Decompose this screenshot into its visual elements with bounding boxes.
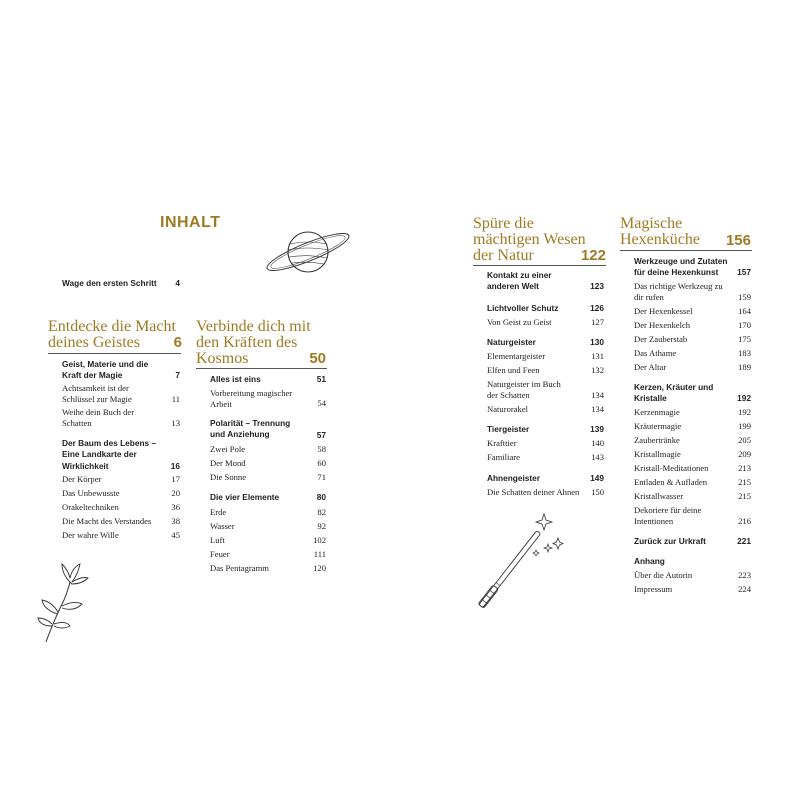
toc-page: 223 <box>738 570 751 580</box>
toc-line: Schatten <box>62 418 92 429</box>
toc-line: dir rufen <box>634 292 664 303</box>
magic-wand-icon <box>456 510 568 620</box>
toc-line: Kristalle <box>634 393 667 404</box>
chapter-title-line: Spüre die <box>473 215 534 232</box>
chapter-title-line: der Natur <box>473 247 534 264</box>
toc-line: Naturgeister im Buch <box>487 379 561 389</box>
toc-item: Kristallwasser <box>634 491 684 501</box>
toc-page: 126 <box>590 303 604 313</box>
toc-item: Die Sonne <box>210 472 247 482</box>
toc-page: 60 <box>317 458 326 468</box>
toc-item: Das Athame <box>634 348 677 358</box>
chapter-divider <box>620 250 752 251</box>
toc-page: 164 <box>738 306 751 316</box>
toc-page: 215 <box>738 491 751 501</box>
toc-item: Zwei Pole <box>210 444 246 454</box>
toc-line: und Anziehung <box>210 429 270 440</box>
toc-line: anderen Welt <box>487 281 539 292</box>
toc-page: 140 <box>591 438 604 448</box>
toc-item: Der Mond <box>210 458 246 468</box>
toc-page: 45 <box>171 530 180 540</box>
toc-page: 221 <box>737 536 751 546</box>
toc-item: Der wahre Wille <box>62 530 119 540</box>
chapter-title-line: deines Geistes <box>48 334 140 351</box>
sparkle-icon <box>553 538 563 549</box>
toc-item <box>210 388 310 411</box>
toc-page: 58 <box>317 444 326 454</box>
chapter-page: 156 <box>725 232 751 249</box>
chapter-title <box>620 216 720 248</box>
toc-page: 120 <box>313 563 326 573</box>
toc-page: 20 <box>171 488 180 498</box>
toc-page: 132 <box>591 365 604 375</box>
chapter-divider <box>196 368 327 369</box>
toc-line: Dekoriere für deine <box>634 505 702 515</box>
toc-page: 143 <box>591 452 604 462</box>
toc-item: Kerzenmagie <box>634 407 680 417</box>
toc-page: 11 <box>171 394 180 404</box>
toc-section: Ahnengeister <box>487 473 541 483</box>
toc-line: Eine Landkarte der <box>62 449 137 460</box>
toc-title: INHALT <box>160 214 221 231</box>
toc-page: 149 <box>590 473 604 483</box>
toc-line: Der Baum des Lebens – <box>62 438 157 448</box>
toc-item: Krafttier <box>487 438 517 448</box>
toc-section: Alles ist eins <box>210 374 261 384</box>
toc-item: Impressum <box>634 584 673 594</box>
toc-item: Elementargeister <box>487 351 546 361</box>
chapter-divider <box>473 265 606 266</box>
toc-page: 134 <box>591 404 604 414</box>
chapter-divider <box>48 353 181 354</box>
toc-section: Tiergeister <box>487 424 530 434</box>
toc-line: Kontakt zu einer <box>487 270 552 280</box>
toc-item <box>487 379 587 402</box>
toc-section: Die vier Elemente <box>210 492 280 502</box>
toc-item <box>634 281 734 304</box>
toc-page: 224 <box>738 584 751 594</box>
toc-page: 102 <box>313 535 326 545</box>
toc-page: 111 <box>313 549 326 559</box>
toc-line: Weihe dein Buch der <box>62 407 135 417</box>
toc-page: 215 <box>738 477 751 487</box>
toc-page: 7 <box>175 370 180 380</box>
toc-item: Kräutermagie <box>634 421 682 431</box>
toc-item: Die Macht des Verstandes <box>62 516 152 526</box>
chapter-title-line: Magische <box>620 215 683 232</box>
toc-intro-label: Wage den ersten Schritt <box>62 278 157 288</box>
toc-page: 17 <box>171 474 180 484</box>
sparkle-icon <box>544 544 552 552</box>
toc-section <box>487 270 587 293</box>
toc-item: Entladen & Aufladen <box>634 477 708 487</box>
toc-item: Kristall-Meditationen <box>634 463 709 473</box>
toc-line: Werkzeuge und Zutaten <box>634 256 728 266</box>
toc-item: Luft <box>210 535 225 545</box>
toc-page: 216 <box>738 516 751 526</box>
toc-page: 123 <box>590 281 604 291</box>
toc-page: 192 <box>737 393 751 403</box>
toc-item: Der Hexenkessel <box>634 306 693 316</box>
toc-line: Schlüssel zur Magie <box>62 394 132 405</box>
chapter-title-line: den Kräften des <box>196 334 298 351</box>
toc-line: Polarität – Trennung <box>210 418 291 428</box>
toc-section <box>210 418 310 441</box>
toc-line: Geist, Materie und die <box>62 359 149 369</box>
toc-line: der Schatten <box>487 390 530 401</box>
toc-item: Naturorakel <box>487 404 529 414</box>
toc-page: 16 <box>170 461 180 471</box>
toc-item: Kristallmagie <box>634 449 681 459</box>
chapter-title-line: Hexenküche <box>620 231 700 248</box>
toc-line: Arbeit <box>210 399 232 410</box>
toc-item: Über die Autorin <box>634 570 693 580</box>
toc-page: 131 <box>591 351 604 361</box>
toc-page: 213 <box>738 463 751 473</box>
toc-item: Der Altar <box>634 362 667 372</box>
toc-line: Kraft der Magie <box>62 370 123 381</box>
toc-page: 170 <box>738 320 751 330</box>
toc-page: 51 <box>316 374 326 384</box>
toc-item: Familiare <box>487 452 520 462</box>
chapter-title-line: Verbinde dich mit <box>196 318 311 335</box>
toc-page: 150 <box>591 487 604 497</box>
toc-item: Elfen und Feen <box>487 365 540 375</box>
toc-page: 54 <box>317 398 326 408</box>
chapter-title-line: Kosmos <box>196 350 249 367</box>
chapter-page: 122 <box>580 247 606 264</box>
toc-item: Die Schatten deiner Ahnen <box>487 487 580 497</box>
toc-page: 127 <box>591 317 604 327</box>
toc-line: Intentionen <box>634 516 674 527</box>
toc-section: Anhang <box>634 556 665 566</box>
toc-item: Wasser <box>210 521 235 531</box>
toc-page: 57 <box>316 430 326 440</box>
toc-page: 199 <box>738 421 751 431</box>
toc-line: Achtsamkeit ist der <box>62 383 129 393</box>
toc-page: 209 <box>738 449 751 459</box>
toc-section: Naturgeister <box>487 337 536 347</box>
toc-page: 175 <box>738 334 751 344</box>
toc-line: Wirklichkeit <box>62 460 109 471</box>
toc-item: Erde <box>210 507 227 517</box>
sparkle-icon <box>536 514 552 530</box>
toc-line: für deine Hexenkunst <box>634 267 719 278</box>
toc-page: 82 <box>317 507 326 517</box>
toc-item: Das Pentagramm <box>210 563 269 573</box>
toc-item <box>634 505 734 528</box>
toc-section <box>634 382 734 405</box>
toc-line: Das richtige Werkzeug zu <box>634 281 723 291</box>
toc-page: 183 <box>738 348 751 358</box>
chapter-page: 6 <box>173 334 182 351</box>
toc-page: 71 <box>317 472 326 482</box>
toc-item: Der Hexenkelch <box>634 320 691 330</box>
chapter-page: 50 <box>309 350 326 367</box>
toc-intro-page: 4 <box>175 278 180 288</box>
toc-page: 38 <box>171 516 180 526</box>
toc-page: 157 <box>737 267 751 277</box>
toc-page: 130 <box>590 337 604 347</box>
chapter-title-line: Entdecke die Macht <box>48 318 176 335</box>
saturn-icon <box>262 218 352 282</box>
toc-page: 92 <box>317 521 326 531</box>
toc-page: 189 <box>738 362 751 372</box>
toc-item: Das Unbewusste <box>62 488 120 498</box>
toc-page: 159 <box>738 292 751 302</box>
toc-item: Der Körper <box>62 474 102 484</box>
toc-page: 192 <box>738 407 751 417</box>
sparkle-icon <box>533 550 539 556</box>
chapter-title-line: mächtigen Wesen <box>473 231 586 248</box>
toc-item: Von Geist zu Geist <box>487 317 552 327</box>
toc-page: 139 <box>590 424 604 434</box>
toc-item: Orakeltechniken <box>62 502 119 512</box>
toc-page: 36 <box>171 502 180 512</box>
toc-section: Zurück zur Urkraft <box>634 536 706 546</box>
toc-item: Zaubertränke <box>634 435 680 445</box>
toc-item: Feuer <box>210 549 230 559</box>
toc-page: 80 <box>316 492 326 502</box>
toc-line: Vorbereitung magischer <box>210 388 293 398</box>
toc-item: Der Zauberstab <box>634 334 688 344</box>
toc-page: 134 <box>591 390 604 400</box>
toc-page: 13 <box>171 418 180 428</box>
toc-page: 205 <box>738 435 751 445</box>
toc-line: Kerzen, Kräuter und <box>634 382 714 392</box>
flower-icon <box>36 560 92 644</box>
toc-section: Lichtvoller Schutz <box>487 303 559 313</box>
